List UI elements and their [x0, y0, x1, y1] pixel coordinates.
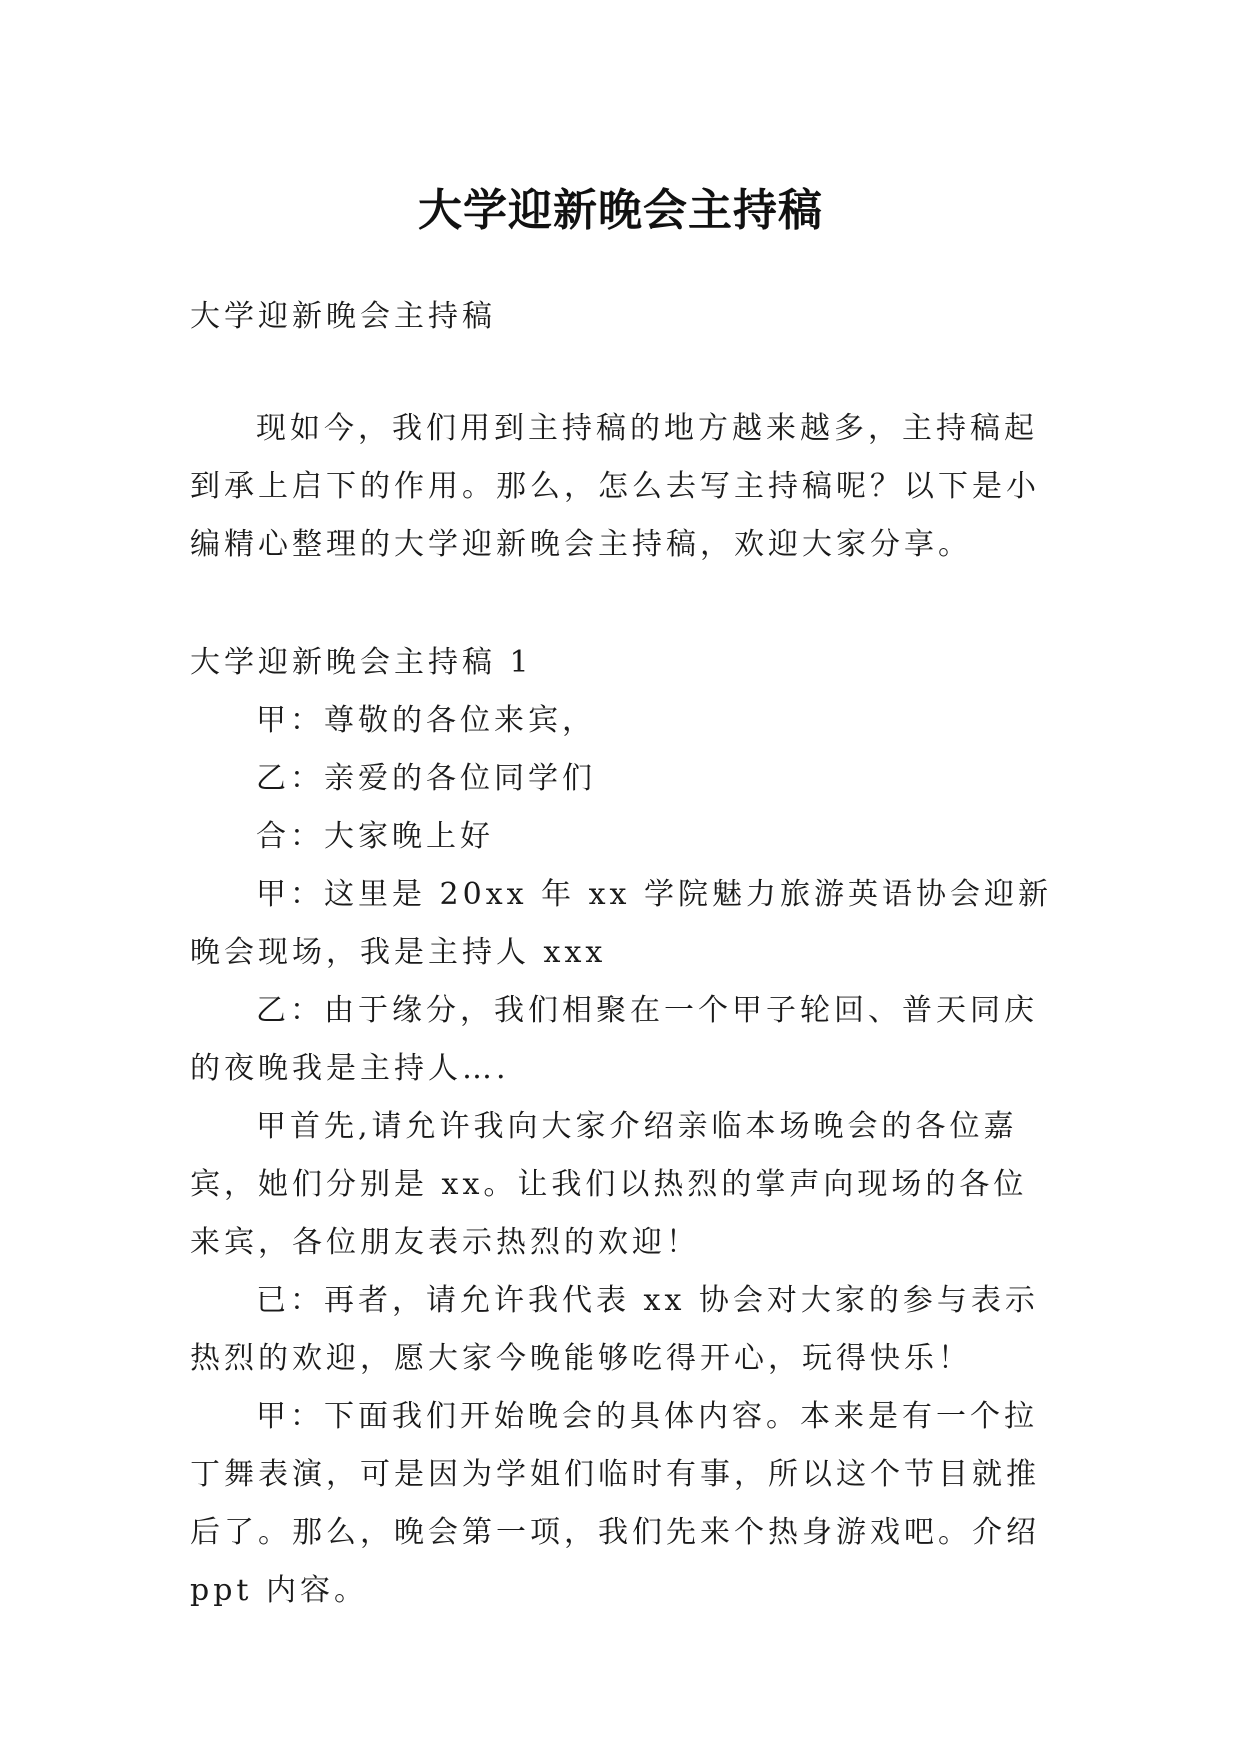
script-line: 甲首先,请允许我向大家介绍亲临本场晚会的各位嘉宾，她们分别是 xx。让我们以热烈的掌声向现场的各位来宾，各位朋友表示热烈的欢迎！ — [190, 1109, 1028, 1260]
document-title: 大学迎新晚会主持稿 — [418, 185, 823, 237]
script-line: 乙：亲爱的各位同学们 — [256, 761, 596, 796]
script-line: 甲：下面我们开始晚会的具体内容。本来是有一个拉丁舞表演，可是因为学姐们临时有事，所以这个节目就推后了。那么，晚会第一项，我们先来个热身游戏吧。介绍 ppt 内容。 — [190, 1399, 1040, 1608]
script-line: 甲：这里是 20xx 年 xx 学院魅力旅游英语协会迎新晚会现场，我是主持人 xxx — [190, 877, 1052, 970]
intro-heading: 大学迎新晚会主持稿 — [190, 299, 496, 334]
script-line: 乙：由于缘分，我们相聚在一个甲子轮回、普天同庆的夜晚我是主持人…. — [190, 993, 1038, 1086]
script-line: 甲：尊敬的各位来宾， — [256, 703, 596, 738]
section-heading: 大学迎新晚会主持稿 1 — [190, 645, 533, 680]
intro-paragraph: 现如今，我们用到主持稿的地方越来越多，主持稿起到承上启下的作用。那么，怎么去写主持稿呢？以下是小编精心整理的大学迎新晚会主持稿，欢迎大家分享。 — [190, 411, 1040, 562]
script-line: 已：再者，请允许我代表 xx 协会对大家的参与表示热烈的欢迎，愿大家今晚能够吃得开心，玩得快乐！ — [190, 1283, 1039, 1376]
script-body — [190, 692, 1052, 1620]
script-line: 合：大家晚上好 — [256, 819, 494, 854]
